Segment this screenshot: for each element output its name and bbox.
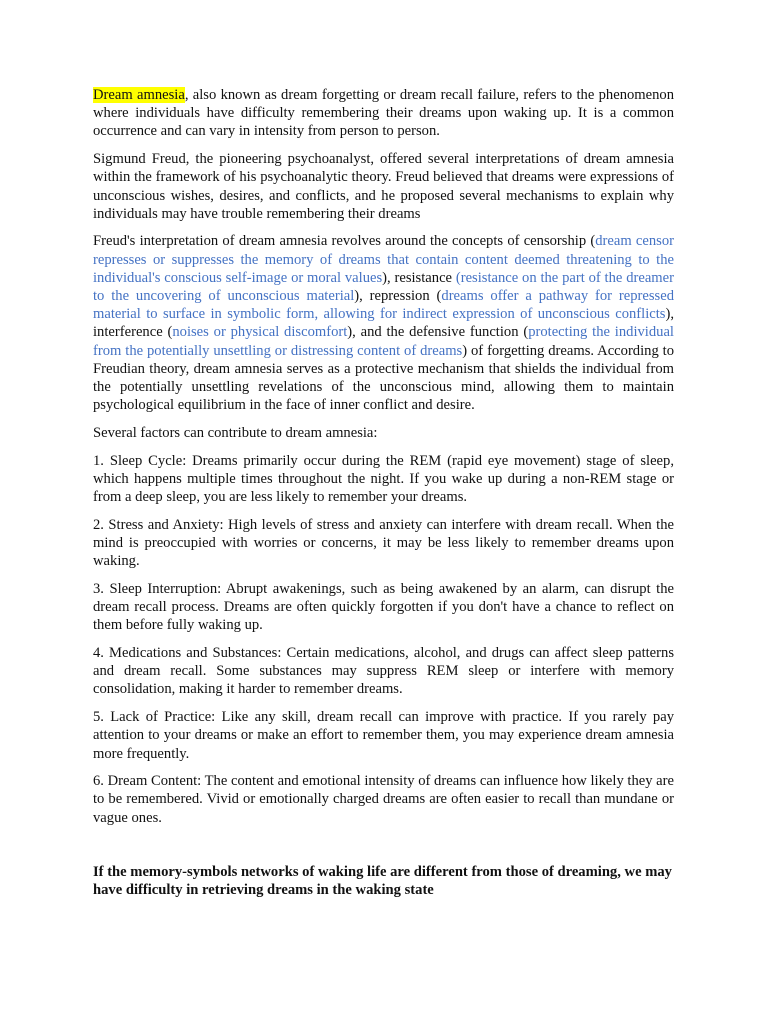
factor-item: 4. Medications and Substances: Certain medications, alcohol, and drugs can affect sleep patterns and dream recall. Some substances may suppress REM sleep or interfere with memory consolidation, making it harder to remember dreams. xyxy=(93,644,674,698)
defensive-note: protecting the individual from the potentially unsettling or distressing content of dreams xyxy=(93,324,674,359)
factor-item: 2. Stress and Anxiety: High levels of stress and anxiety can interfere with dream recall. When the mind is preoccupied with worries or concerns, it may be less likely to remember dreams upon waking. xyxy=(93,516,674,570)
factor-item: 3. Sleep Interruption: Abrupt awakenings, such as being awakened by an alarm, can disrupt the dream recall process. Dreams are often quickly forgotten if you don't have a chance to reflect on them before fully waking up. xyxy=(93,580,674,634)
text-segment: ), repression ( xyxy=(354,288,442,305)
interference-note: noises or physical discomfort xyxy=(172,324,348,341)
text-segment: ) of forgetting dreams. According to Freudian theory, dream amnesia serves as a protective mechanism that shields the individual from the potentially unsettling revelations of the unconscious mind, allowing them to maintain psychological equilibrium in the face of inner conflict and desire. xyxy=(93,342,674,414)
document-page xyxy=(93,86,674,909)
factors-intro: Several factors can contribute to dream amnesia: xyxy=(93,424,378,441)
censorship-note: dream censor represses or suppresses the memory of dreams that contain content deemed threatening to the individual's conscious self-image or moral values xyxy=(93,233,674,286)
factor-item: 6. Dream Content: The content and emotional intensity of dreams can influence how likely they are to be remembered. Vivid or emotionally charged dreams are often easier to recall than mundane or vague ones. xyxy=(93,773,674,826)
freud-mechanisms-paragraph xyxy=(93,232,674,414)
factor-item: 5. Lack of Practice: Like any skill, dream recall can improve with practice. If you rarely pay attention to your dreams or make an effort to remember them, you may experience dream amnesia more frequently. xyxy=(93,709,674,762)
factor-item: 1. Sleep Cycle: Dreams primarily occur during the REM (rapid eye movement) stage of sleep, which happens multiple times throughout the night. If you wake up during a non-REM stage or from a deep sleep, you are less likely to remember your dreams. xyxy=(93,452,674,506)
intro-text: , also known as dream forgetting or dream recall failure, refers to the phenomenon where individuals have difficulty remembering their dreams upon waking up. It is a common occurrence and can vary in intensity from person to person. xyxy=(93,87,675,140)
resistance-note: (resistance on the part of the dreamer to the uncovering of unconscious material xyxy=(93,269,674,305)
intro-paragraph xyxy=(93,86,674,141)
freud-intro-paragraph: Sigmund Freud, the pioneering psychoanalyst, offered several interpretations of dream amnesia within the framework of his psychoanalytic theory. Freud believed that dreams were expressions of unconscious wishes, desires, and conflicts, and he proposed several mechanisms to explain why individuals may have trouble remembering their dreams xyxy=(93,151,674,222)
closing-statement: If the memory-symbols networks of waking life are different from those of dreaming, we may have difficulty in retrieving dreams in the waking state xyxy=(93,863,672,899)
text-segment: ), resistance xyxy=(382,269,456,286)
repression-note: dreams offer a pathway for repressed material to surface in symbolic form, allowing for indirect expression of unconscious conflicts xyxy=(93,288,675,323)
highlighted-term: Dream amnesia xyxy=(93,87,185,103)
text-segment: ), and the defensive function ( xyxy=(347,324,529,341)
text-segment: Freud's interpretation of dream amnesia revolves around the concepts of censorship ( xyxy=(93,233,596,250)
text-segment: ), interference ( xyxy=(93,306,674,341)
